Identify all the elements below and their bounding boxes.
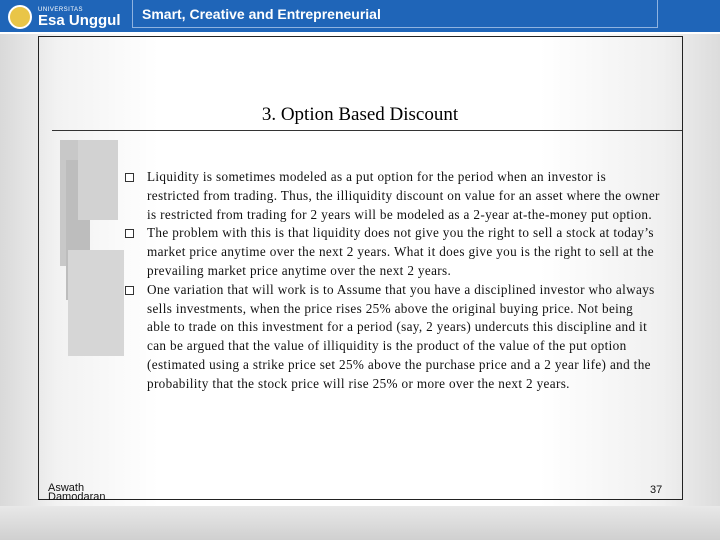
footer-author	[48, 484, 118, 502]
slide-title: 3. Option Based Discount	[261, 104, 459, 125]
bullet-text: Liquidity is sometimes modeled as a put option for the period when an investor is restricted from trading. Thus, the illiquidity discount on value for an asset where the owner is restricted from trading for 2 years will be modeled as a 2-year at-the-money put option.	[147, 169, 660, 222]
list-item	[125, 281, 660, 394]
logo-emblem-icon	[8, 5, 32, 29]
square-bullet-icon	[125, 173, 134, 182]
author-first-name: Aswath	[48, 482, 85, 494]
title-underline	[52, 130, 682, 131]
page-number: 37	[650, 484, 663, 496]
list-item	[125, 168, 660, 224]
bottom-strip	[0, 506, 720, 540]
bullet-text: One variation that will work is to Assume that you have a disciplined investor who always sells investments, when the price rises 25% above the original buying price. Not being able to trade on this investment for a period (say, 2 years) undercuts this discipline and it can be argued that the value of illiquidity is the product of the value of the put option (estimated using a strike price set 25% above the purchase price and a 2 year life) and the probability that the stock price will rise 25% or more over the next 2 years.	[147, 281, 655, 391]
square-bullet-icon	[125, 286, 134, 295]
bullet-text: The problem with this is that liquidity does not give you the right to sell a stock at today’s market price anytime over the next 2 years. What it does give you is the right to sell at the prevailing market price anytime over the next 2 years.	[147, 225, 654, 278]
header-tagline: Smart, Creative and Entrepreneurial	[142, 6, 381, 22]
bullet-list	[125, 168, 660, 394]
university-logo	[8, 4, 121, 30]
logo-caption: UNIVERSITAS	[38, 6, 84, 13]
square-bullet-icon	[125, 229, 134, 238]
author-last-name: Damodaran	[48, 491, 106, 503]
header-bar	[0, 0, 720, 34]
logo-name: Esa Unggul	[38, 11, 121, 29]
list-item	[125, 224, 660, 280]
